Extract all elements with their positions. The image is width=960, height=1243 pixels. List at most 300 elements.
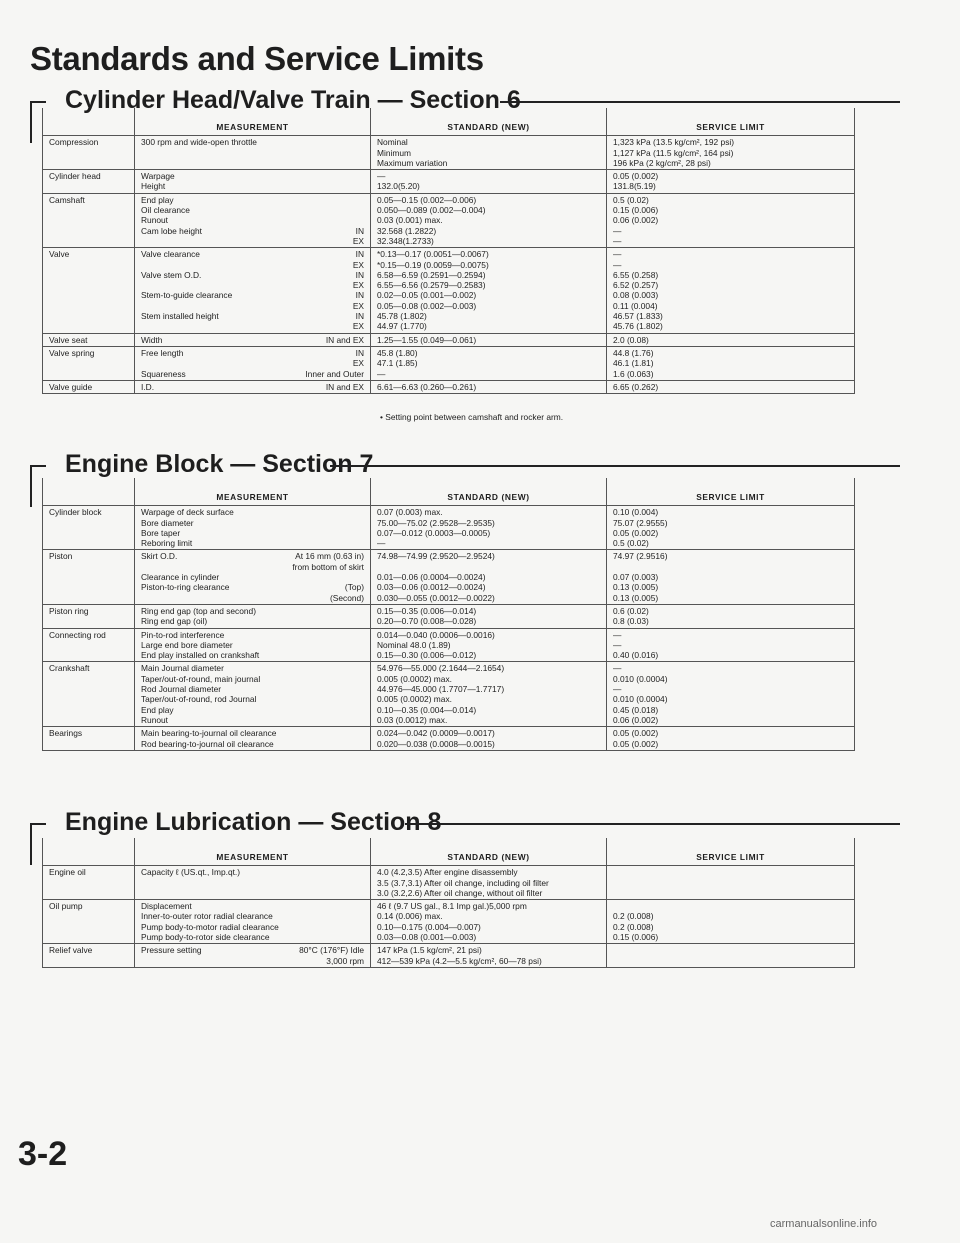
limit-value: 0.07 (0.003) xyxy=(613,572,659,583)
measurement-tag xyxy=(358,867,364,877)
measurement-tag xyxy=(358,616,364,626)
row-standard xyxy=(371,170,607,194)
row-standard xyxy=(371,550,607,604)
limit-value: 131.8(5.19) xyxy=(613,181,656,192)
measurement-line xyxy=(141,630,364,640)
row-limit xyxy=(607,866,855,900)
row-measurement xyxy=(135,333,371,346)
measurement-label: Stem-to-guide clearance xyxy=(141,290,233,301)
measurement-tag xyxy=(358,911,364,921)
measurement-tag: IN xyxy=(355,225,364,236)
row-measurement xyxy=(135,170,371,194)
limit-value: 0.2 (0.008) xyxy=(613,921,654,932)
measurement-tag xyxy=(358,181,364,191)
spec-table-engine-block xyxy=(42,478,855,751)
measurement-line xyxy=(141,694,364,704)
spec-table-cylinder-head xyxy=(42,108,855,394)
measurement-line xyxy=(141,358,364,368)
measurement-label: Ring end gap (oil) xyxy=(141,616,208,627)
row-component: Oil pump xyxy=(43,900,135,944)
measurement-line xyxy=(141,335,364,345)
watermark: carmanualsonline.info xyxy=(770,1218,878,1230)
header-measurement: MEASUREMENT xyxy=(135,478,371,506)
measurement-tag: IN xyxy=(355,249,364,260)
limit-value: 0.8 (0.03) xyxy=(613,616,649,627)
measurement-label: Main bearing-to-journal oil clearance xyxy=(141,728,277,739)
measurement-line xyxy=(141,674,364,684)
table-row xyxy=(43,506,855,550)
measurement-label: Taper/out-of-round, main journal xyxy=(141,673,261,684)
measurement-label: Pump body-to-motor radial clearance xyxy=(141,921,279,932)
row-limit xyxy=(607,604,855,628)
standard-value: 6.61—6.63 (0.260—0.261) xyxy=(377,381,477,392)
measurement-tag: Inner and Outer xyxy=(305,368,364,379)
measurement-tag xyxy=(358,684,364,694)
measurement-label: Taper/out-of-round, rod Journal xyxy=(141,694,257,705)
measurement-label: Bore taper xyxy=(141,527,181,538)
measurement-line xyxy=(141,932,364,942)
measurement-label: Free length xyxy=(141,347,184,358)
measurement-tag: (Top) xyxy=(344,582,364,593)
standard-value: 44.976—45.000 (1.7707—1.7717) xyxy=(377,684,505,695)
row-limit xyxy=(607,346,855,380)
standard-value: 0.20—0.70 (0.008—0.028) xyxy=(377,616,477,627)
row-component: Valve seat xyxy=(43,333,135,346)
measurement-label: Valve clearance xyxy=(141,249,200,260)
standard-value: 0.07—0.012 (0.0003—0.0005) xyxy=(377,527,491,538)
limit-value xyxy=(613,945,848,955)
measurement-label: Stem installed height xyxy=(141,311,219,322)
measurement-tag xyxy=(358,674,364,684)
limit-value: 0.15 (0.006) xyxy=(613,205,659,216)
row-standard xyxy=(371,136,607,170)
measurement-tag: from bottom of skirt xyxy=(292,561,364,572)
measurement-line xyxy=(141,311,364,321)
standard-value: 47.1 (1.85) xyxy=(377,358,418,369)
standard-value: 0.014—0.040 (0.0006—0.0016) xyxy=(377,629,495,640)
page-number: 3-2 xyxy=(18,1135,68,1173)
measurement-label: End play xyxy=(141,194,174,205)
standard-value: 46 ℓ (9.7 US gal., 8.1 Imp gal.)5,000 rpm xyxy=(377,901,527,912)
measurement-line xyxy=(141,551,364,561)
row-component: Cylinder head xyxy=(43,170,135,194)
table-row xyxy=(43,662,855,727)
measurement-label: Runout xyxy=(141,215,169,226)
measurement-line xyxy=(141,348,364,358)
limit-value: 196 kPa (2 kg/cm², 28 psi) xyxy=(613,157,711,168)
standard-value: Nominal xyxy=(377,137,408,148)
row-component: Piston ring xyxy=(43,604,135,628)
row-measurement xyxy=(135,944,371,968)
measurement-tag xyxy=(358,932,364,942)
measurement-tag xyxy=(358,640,364,650)
page-title: Standards and Service Limits xyxy=(30,40,484,77)
measurement-tag: EX xyxy=(352,235,364,246)
measurement-line xyxy=(141,582,364,592)
row-limit xyxy=(607,333,855,346)
row-limit xyxy=(607,944,855,968)
measurement-line xyxy=(141,650,364,660)
row-limit xyxy=(607,193,855,247)
measurement-tag xyxy=(358,507,364,517)
row-measurement xyxy=(135,248,371,333)
standard-value: — xyxy=(377,538,386,549)
measurement-line xyxy=(141,280,364,290)
limit-value: 0.13 (0.005) xyxy=(613,582,659,593)
measurement-label: Pressure setting xyxy=(141,945,202,956)
standard-value: 132.0(5.20) xyxy=(377,181,420,192)
row-component: Relief valve xyxy=(43,944,135,968)
table-row xyxy=(43,727,855,751)
measurement-line xyxy=(141,249,364,259)
limit-value: 0.15 (0.006) xyxy=(613,932,659,943)
table-row xyxy=(43,170,855,194)
measurement-tag: EX xyxy=(352,280,364,291)
row-standard xyxy=(371,727,607,751)
table-row xyxy=(43,333,855,346)
limit-value: 0.5 (0.02) xyxy=(613,538,649,549)
limit-value xyxy=(613,878,848,888)
measurement-line xyxy=(141,382,364,392)
limit-value: 1,323 kPa (13.5 kg/cm², 192 psi) xyxy=(613,137,735,148)
standard-value: 0.02—0.05 (0.001—0.002) xyxy=(377,290,477,301)
standard-value: 54.976—55.000 (2.1644—2.1654) xyxy=(377,663,505,674)
measurement-line xyxy=(141,640,364,650)
standard-value: Maximum variation xyxy=(377,157,448,168)
row-standard xyxy=(371,248,607,333)
row-component: Bearings xyxy=(43,727,135,751)
standard-value xyxy=(377,562,600,572)
measurement-tag: IN and EX xyxy=(325,381,364,392)
standard-value: 0.005 (0.0002) max. xyxy=(377,673,452,684)
row-standard xyxy=(371,628,607,662)
standard-value: 0.05—0.08 (0.002—0.003) xyxy=(377,300,477,311)
measurement-label: Squareness xyxy=(141,368,186,379)
limit-value: 0.6 (0.02) xyxy=(613,605,649,616)
limit-value: 0.05 (0.002) xyxy=(613,527,659,538)
measurement-label: End play installed on crankshaft xyxy=(141,650,260,661)
standard-value: 0.03 (0.0012) max. xyxy=(377,714,448,725)
standard-value: 0.15—0.30 (0.006—0.012) xyxy=(377,650,477,661)
limit-value: 45.76 (1.802) xyxy=(613,321,663,332)
row-component: Valve xyxy=(43,248,135,333)
standard-value: 32.348(1.2733) xyxy=(377,235,434,246)
measurement-tag xyxy=(358,205,364,215)
row-limit xyxy=(607,380,855,393)
limit-value: 75.07 (2.9555) xyxy=(613,517,668,528)
limit-value: 46.1 (1.81) xyxy=(613,358,654,369)
standard-value: 0.07 (0.003) max. xyxy=(377,507,443,518)
limit-value: 0.5 (0.02) xyxy=(613,194,649,205)
limit-value: — xyxy=(613,259,622,270)
row-component: Connecting rod xyxy=(43,628,135,662)
standard-value: 74.98—74.99 (2.9520—2.9524) xyxy=(377,551,495,562)
limit-value: 0.010 (0.0004) xyxy=(613,694,668,705)
measurement-tag xyxy=(358,137,364,147)
measurement-line xyxy=(141,270,364,280)
standard-value: *0.15—0.19 (0.0059—0.0075) xyxy=(377,259,489,270)
standard-value: 0.14 (0.006) max. xyxy=(377,911,443,922)
measurement-label: Warpage xyxy=(141,171,175,182)
header-measurement: MEASUREMENT xyxy=(135,838,371,866)
measurement-label: Pump body-to-rotor side clearance xyxy=(141,932,270,943)
limit-value: 0.05 (0.002) xyxy=(613,171,659,182)
limit-value: 46.57 (1.833) xyxy=(613,311,663,322)
measurement-tag xyxy=(358,705,364,715)
measurement-tag: (Second) xyxy=(330,592,364,603)
table-row xyxy=(43,346,855,380)
header-limit: SERVICE LIMIT xyxy=(607,108,855,136)
row-standard xyxy=(371,346,607,380)
measurement-label: 300 rpm and wide-open throttle xyxy=(141,137,257,148)
row-standard xyxy=(371,604,607,628)
standard-value: 45.78 (1.802) xyxy=(377,311,427,322)
row-standard xyxy=(371,900,607,944)
measurement-tag xyxy=(358,171,364,181)
row-limit xyxy=(607,727,855,751)
section-title: Engine Lubrication — Section 8 xyxy=(65,808,451,837)
limit-value: 1.6 (0.063) xyxy=(613,368,654,379)
measurement-tag: IN xyxy=(355,347,364,358)
row-limit xyxy=(607,900,855,944)
limit-value: 0.05 (0.002) xyxy=(613,728,659,739)
measurement-tag xyxy=(358,728,364,738)
measurement-tag xyxy=(358,901,364,911)
limit-value xyxy=(613,867,848,877)
limit-value: 0.40 (0.016) xyxy=(613,650,659,661)
measurement-line xyxy=(141,572,364,582)
measurement-label: Bore diameter xyxy=(141,517,194,528)
measurement-line xyxy=(141,137,364,147)
limit-value: — xyxy=(613,684,622,695)
row-measurement xyxy=(135,628,371,662)
measurement-label: I.D. xyxy=(141,381,155,392)
measurement-tag xyxy=(358,195,364,205)
header-component xyxy=(43,108,135,136)
measurement-line xyxy=(141,528,364,538)
measurement-tag: At 16 mm (0.63 in) xyxy=(295,551,364,562)
header-measurement: MEASUREMENT xyxy=(135,108,371,136)
measurement-tag: 80°C (176°F) Idle xyxy=(299,945,364,956)
limit-value: 0.05 (0.002) xyxy=(613,738,659,749)
row-component: Camshaft xyxy=(43,193,135,247)
row-measurement xyxy=(135,346,371,380)
measurement-line xyxy=(141,945,364,955)
limit-value: — xyxy=(613,639,622,650)
header-limit: SERVICE LIMIT xyxy=(607,838,855,866)
measurement-line xyxy=(141,171,364,181)
measurement-line xyxy=(141,195,364,205)
measurement-line xyxy=(141,369,364,379)
measurement-tag xyxy=(358,715,364,725)
measurement-line xyxy=(141,956,364,966)
measurement-line xyxy=(141,684,364,694)
measurement-tag xyxy=(358,630,364,640)
standard-value: 3.5 (3.7,3.1) After oil change, including oil filter xyxy=(377,877,549,888)
limit-value: 0.11 (0.004) xyxy=(613,300,658,311)
standard-value: 0.050—0.089 (0.002—0.004) xyxy=(377,205,486,216)
table-row xyxy=(43,136,855,170)
row-limit xyxy=(607,628,855,662)
table-row xyxy=(43,900,855,944)
limit-value: 2.0 (0.08) xyxy=(613,334,649,345)
spec-table-engine-lubrication xyxy=(42,838,855,968)
row-limit xyxy=(607,136,855,170)
measurement-label: Capacity ℓ (US.qt., Imp.qt.) xyxy=(141,867,241,878)
section-title: Engine Block — Section 7 xyxy=(65,450,383,479)
standard-value: Minimum xyxy=(377,147,411,158)
standard-value: 147 kPa (1.5 kg/cm², 21 psi) xyxy=(377,945,482,956)
measurement-line xyxy=(141,562,364,572)
row-standard xyxy=(371,380,607,393)
standard-value: *0.13—0.17 (0.0051—0.0067) xyxy=(377,249,489,260)
measurement-tag xyxy=(358,215,364,225)
limit-value: 0.45 (0.018) xyxy=(613,704,659,715)
row-component: Engine oil xyxy=(43,866,135,900)
measurement-line xyxy=(141,236,364,246)
row-standard xyxy=(371,662,607,727)
measurement-line xyxy=(141,538,364,548)
row-component: Piston xyxy=(43,550,135,604)
measurement-label: Displacement xyxy=(141,901,192,912)
standard-value: 0.10—0.175 (0.004—0.007) xyxy=(377,921,481,932)
limit-value: 0.06 (0.002) xyxy=(613,215,659,226)
measurement-label: Reboring limit xyxy=(141,538,193,549)
row-standard xyxy=(371,333,607,346)
measurement-line xyxy=(141,901,364,911)
standard-value: — xyxy=(377,368,386,379)
limit-value: 0.2 (0.008) xyxy=(613,911,654,922)
limit-value: 6.52 (0.257) xyxy=(613,280,659,291)
measurement-line xyxy=(141,260,364,270)
row-measurement xyxy=(135,136,371,170)
row-limit xyxy=(607,248,855,333)
measurement-tag xyxy=(358,694,364,704)
measurement-tag: EX xyxy=(352,321,364,332)
measurement-line xyxy=(141,728,364,738)
standard-value: 0.030—0.055 (0.0012—0.0022) xyxy=(377,592,495,603)
header-standard: STANDARD (NEW) xyxy=(371,838,607,866)
row-limit xyxy=(607,662,855,727)
measurement-line xyxy=(141,739,364,749)
measurement-label: Rod bearing-to-journal oil clearance xyxy=(141,738,274,749)
standard-value: 0.03—0.08 (0.001—0.003) xyxy=(377,932,477,943)
row-component: Valve guide xyxy=(43,380,135,393)
measurement-label: Large end bore diameter xyxy=(141,639,233,650)
row-measurement xyxy=(135,866,371,900)
table-row xyxy=(43,380,855,393)
header-standard: STANDARD (NEW) xyxy=(371,108,607,136)
standard-value: 44.97 (1.770) xyxy=(377,321,427,332)
limit-value: — xyxy=(613,249,622,260)
row-standard xyxy=(371,193,607,247)
limit-value: 0.13 (0.005) xyxy=(613,592,659,603)
measurement-line xyxy=(141,226,364,236)
measurement-label: Runout xyxy=(141,714,169,725)
standard-value: 75.00—75.02 (2.9528—2.9535) xyxy=(377,517,495,528)
standard-value: 0.005 (0.0002) max. xyxy=(377,694,452,705)
row-measurement xyxy=(135,550,371,604)
limit-value: 0.06 (0.002) xyxy=(613,714,659,725)
row-limit xyxy=(607,550,855,604)
standard-value: 6.55—6.56 (0.2579—0.2583) xyxy=(377,280,486,291)
measurement-line xyxy=(141,321,364,331)
measurement-tag xyxy=(358,528,364,538)
measurement-label: Height xyxy=(141,181,166,192)
measurement-line xyxy=(141,606,364,616)
measurement-line xyxy=(141,922,364,932)
measurement-line xyxy=(141,215,364,225)
row-standard xyxy=(371,944,607,968)
standard-value: Nominal 48.0 (1.89) xyxy=(377,639,451,650)
limit-value xyxy=(613,901,848,911)
row-limit xyxy=(607,170,855,194)
measurement-tag xyxy=(358,606,364,616)
limit-value: 44.8 (1.76) xyxy=(613,347,654,358)
measurement-label: Oil clearance xyxy=(141,205,190,216)
measurement-label: Warpage of deck surface xyxy=(141,507,234,518)
measurement-label: Ring end gap (top and second) xyxy=(141,605,257,616)
row-measurement xyxy=(135,662,371,727)
measurement-line xyxy=(141,705,364,715)
measurement-label: Pin-to-rod interference xyxy=(141,629,225,640)
measurement-label: Skirt O.D. xyxy=(141,551,178,562)
measurement-tag: EX xyxy=(352,259,364,270)
measurement-tag xyxy=(358,572,364,582)
limit-value: 0.08 (0.003) xyxy=(613,290,659,301)
standard-value: 0.05—0.15 (0.002—0.006) xyxy=(377,194,477,205)
row-measurement xyxy=(135,506,371,550)
table-row xyxy=(43,628,855,662)
measurement-line xyxy=(141,593,364,603)
measurement-label: Inner-to-outer rotor radial clearance xyxy=(141,911,273,922)
limit-value: — xyxy=(613,629,622,640)
table-row xyxy=(43,604,855,628)
measurement-tag: IN xyxy=(355,311,364,322)
standard-value: — xyxy=(377,171,386,182)
measurement-tag xyxy=(358,650,364,660)
row-measurement xyxy=(135,193,371,247)
row-limit xyxy=(607,506,855,550)
measurement-line xyxy=(141,518,364,528)
limit-value: 6.55 (0.258) xyxy=(613,269,659,280)
standard-value: 0.01—0.06 (0.0004—0.0024) xyxy=(377,572,486,583)
measurement-tag: EX xyxy=(352,358,364,369)
measurement-tag xyxy=(358,518,364,528)
measurement-tag: 3,000 rpm xyxy=(326,955,364,966)
row-component: Crankshaft xyxy=(43,662,135,727)
limit-value: 0.010 (0.0004) xyxy=(613,673,668,684)
standard-value: 3.0 (3.2,2.6) After oil change, without oil filter xyxy=(377,887,543,898)
measurement-label: Main Journal diameter xyxy=(141,663,224,674)
measurement-tag: IN and EX xyxy=(325,334,364,345)
limit-value: — xyxy=(613,225,622,236)
limit-value: — xyxy=(613,235,622,246)
measurement-label: End play xyxy=(141,704,174,715)
measurement-line xyxy=(141,715,364,725)
footnote: • Setting point between camshaft and rocker arm. xyxy=(380,412,564,422)
header-row xyxy=(43,478,855,506)
table-row xyxy=(43,248,855,333)
limit-value: 74.97 (2.9516) xyxy=(613,551,668,562)
section-heading-engine-lubrication xyxy=(30,808,900,840)
standard-value: 0.15—0.35 (0.006—0.014) xyxy=(377,605,477,616)
measurement-line xyxy=(141,301,364,311)
header-row xyxy=(43,838,855,866)
measurement-label: Cam lobe height xyxy=(141,225,202,236)
row-measurement xyxy=(135,604,371,628)
limit-value: 1,127 kPa (11.5 kg/cm², 164 psi) xyxy=(613,147,734,158)
